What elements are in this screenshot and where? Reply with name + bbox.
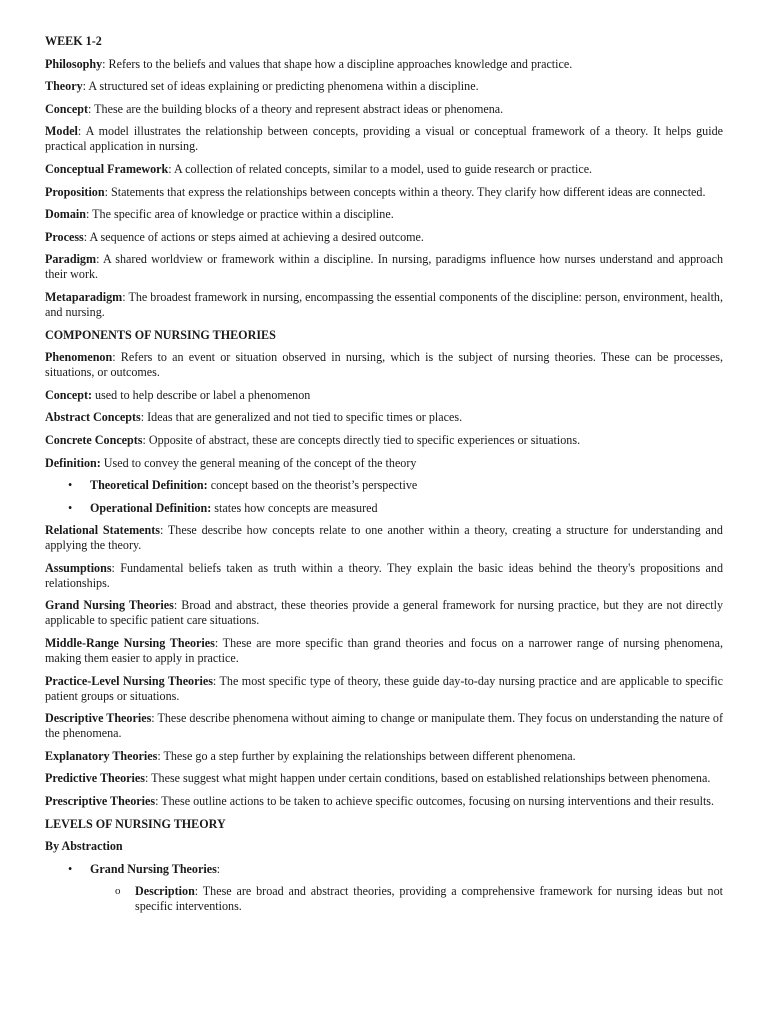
circle-bullet-icon: o (115, 885, 121, 898)
definition-text: concept based on the theorist’s perspective (207, 478, 418, 493)
definition-process (45, 230, 723, 245)
definition-text: : A model illustrates the relationship between concepts, providing a visual or conceptual framework of a theory. It helps guide practical application in nursing. (45, 124, 723, 154)
term: Grand Nursing Theories (90, 861, 217, 876)
definition-text: : Opposite of abstract, these are concepts directly tied to specific experiences or situations. (142, 432, 581, 447)
term: Proposition (45, 184, 105, 199)
term: Theoretical Definition: (90, 478, 208, 493)
by-abstraction-subheading: By Abstraction (45, 839, 123, 854)
definition-text: : These outline actions to be taken to achieve specific outcomes, focusing on nursing interventions and their results. (155, 794, 715, 809)
definition-text: : Fundamental beliefs taken as truth within a theory. They explain the basic ideas behind the theory's propositions and relationships. (45, 560, 723, 590)
definition-text: : A collection of related concepts, similar to a model, used to guide research or practice. (168, 161, 593, 176)
term: Prescriptive Theories (45, 794, 156, 809)
definition-text: : The most specific type of theory, these guide day-to-day nursing practice and are applicable to specific patient groups or situations. (45, 673, 723, 703)
term: Concept (45, 101, 88, 116)
definition-text: : A sequence of actions or steps aimed at achieving a desired outcome. (83, 229, 424, 244)
term: Process (45, 229, 84, 244)
definition-proposition (45, 185, 723, 200)
definition-paradigm (45, 252, 723, 282)
definition-text: : Broad and abstract, these theories provide a general framework for nursing practice, but they are not directly applicable to specific patient care situations. (45, 598, 723, 628)
definition-conceptual-framework (45, 162, 723, 177)
definition-text: : Refers to the beliefs and values that shape how a discipline approaches knowledge and practice. (102, 56, 573, 71)
definition-definition (45, 456, 723, 471)
definition-domain (45, 207, 723, 222)
definition-concrete-concepts (45, 433, 723, 448)
definition-text: : A structured set of ideas explaining or predicting phenomena within a discipline. (82, 79, 479, 94)
definition-text: : These are broad and abstract theories, providing a comprehensive framework for nursing ideas but not specific interventions. (135, 884, 723, 914)
definition-text: : These go a step further by explaining the relationships between different phenomena. (157, 748, 576, 763)
definition-text: : The broadest framework in nursing, encompassing the essential components of the discipline: person, environment, health, and nursing. (45, 289, 723, 319)
definition-text: : (216, 861, 221, 876)
term: Predictive Theories (45, 771, 145, 786)
term: Explanatory Theories (45, 748, 158, 763)
term: Middle-Range Nursing Theories (45, 636, 215, 651)
term: Definition: (45, 455, 101, 470)
definition-phenomenon (45, 350, 723, 380)
term: Model (45, 124, 78, 139)
bullet-icon: • (68, 861, 73, 876)
definition-relational-statements (45, 523, 723, 553)
definition-text: : These describe how concepts relate to one another within a theory, creating a structure for understanding and applying the theory. (45, 523, 723, 553)
week-title: WEEK 1-2 (45, 34, 102, 48)
definition-text: : Ideas that are generalized and not tied to specific times or places. (140, 410, 463, 425)
bullet-icon: • (68, 478, 73, 493)
definition-text: Used to convey the general meaning of the concept of the theory (100, 455, 417, 470)
components-heading: COMPONENTS OF NURSING THEORIES (45, 327, 276, 342)
term: Paradigm (45, 252, 97, 267)
definition-concept (45, 102, 723, 117)
theory-type-definitions (45, 523, 723, 809)
definition-concept-label (45, 388, 723, 403)
definition-grand-theories (45, 598, 723, 628)
bullet-icon: • (68, 500, 73, 515)
levels-heading: LEVELS OF NURSING THEORY (45, 816, 226, 831)
term: Relational Statements (45, 523, 160, 538)
definition-text: : Statements that express the relationships between concepts within a theory. They clarify how different ideas are connected. (104, 184, 706, 199)
definition-explanatory-theories (45, 749, 723, 764)
definition-theory (45, 79, 723, 94)
definition-text: : These are the building blocks of a theory and represent abstract ideas or phenomena. (88, 101, 504, 116)
definition-model (45, 124, 723, 154)
term: Assumptions (45, 560, 112, 575)
term: Practice-Level Nursing Theories (45, 673, 213, 688)
term: Conceptual Framework (45, 161, 169, 176)
definition-metaparadigm (45, 290, 723, 320)
definition-text: used to help describe or label a phenomenon (92, 387, 311, 402)
definition-text: : Refers to an event or situation observed in nursing, which is the subject of nursing theories. These can be processes, situations, or outcomes. (45, 350, 723, 380)
definition-prescriptive-theories (45, 794, 723, 809)
definition-text: : These are more specific than grand theories and focus on a narrower range of nursing phenomena, making them easier to apply in practice. (45, 636, 723, 666)
definition-predictive-theories (45, 771, 723, 786)
components-definitions (45, 350, 723, 470)
document-page (45, 34, 723, 914)
definition-text: : These describe phenomena without aiming to change or manipulate them. They focus on understanding the nature of the phenomena. (45, 711, 723, 741)
term: Concept: (45, 387, 93, 402)
list-item (45, 862, 723, 877)
term: Grand Nursing Theories (45, 598, 174, 613)
list-item (45, 478, 723, 493)
term: Concrete Concepts (45, 432, 143, 447)
list-item (45, 501, 723, 516)
intro-definitions (45, 57, 723, 320)
term: Phenomenon (45, 350, 113, 365)
term: Descriptive Theories (45, 711, 152, 726)
definition-philosophy (45, 57, 723, 72)
definition-abstract-concepts (45, 410, 723, 425)
levels-list (45, 862, 723, 877)
definition-practice-level-theories (45, 674, 723, 704)
definition-assumptions (45, 561, 723, 591)
definition-middle-range-theories (45, 636, 723, 666)
term: Philosophy (45, 56, 103, 71)
term: Operational Definition: (90, 500, 212, 515)
term: Theory (45, 79, 83, 94)
term: Metaparadigm (45, 289, 123, 304)
definition-types-list (45, 478, 723, 516)
definition-descriptive-theories (45, 711, 723, 741)
definition-text: : These suggest what might happen under certain conditions, based on established relationships between phenomena. (144, 771, 711, 786)
definition-text: : The specific area of knowledge or practice within a discipline. (86, 207, 394, 222)
term: Domain (45, 207, 86, 222)
term: Abstract Concepts (45, 410, 141, 425)
definition-text: states how concepts are measured (211, 500, 378, 515)
sub-list-item (45, 884, 723, 914)
term: Description (135, 884, 195, 899)
definition-text: : A shared worldview or framework within a discipline. In nursing, paradigms influence how nurses understand and approach their work. (45, 252, 723, 282)
